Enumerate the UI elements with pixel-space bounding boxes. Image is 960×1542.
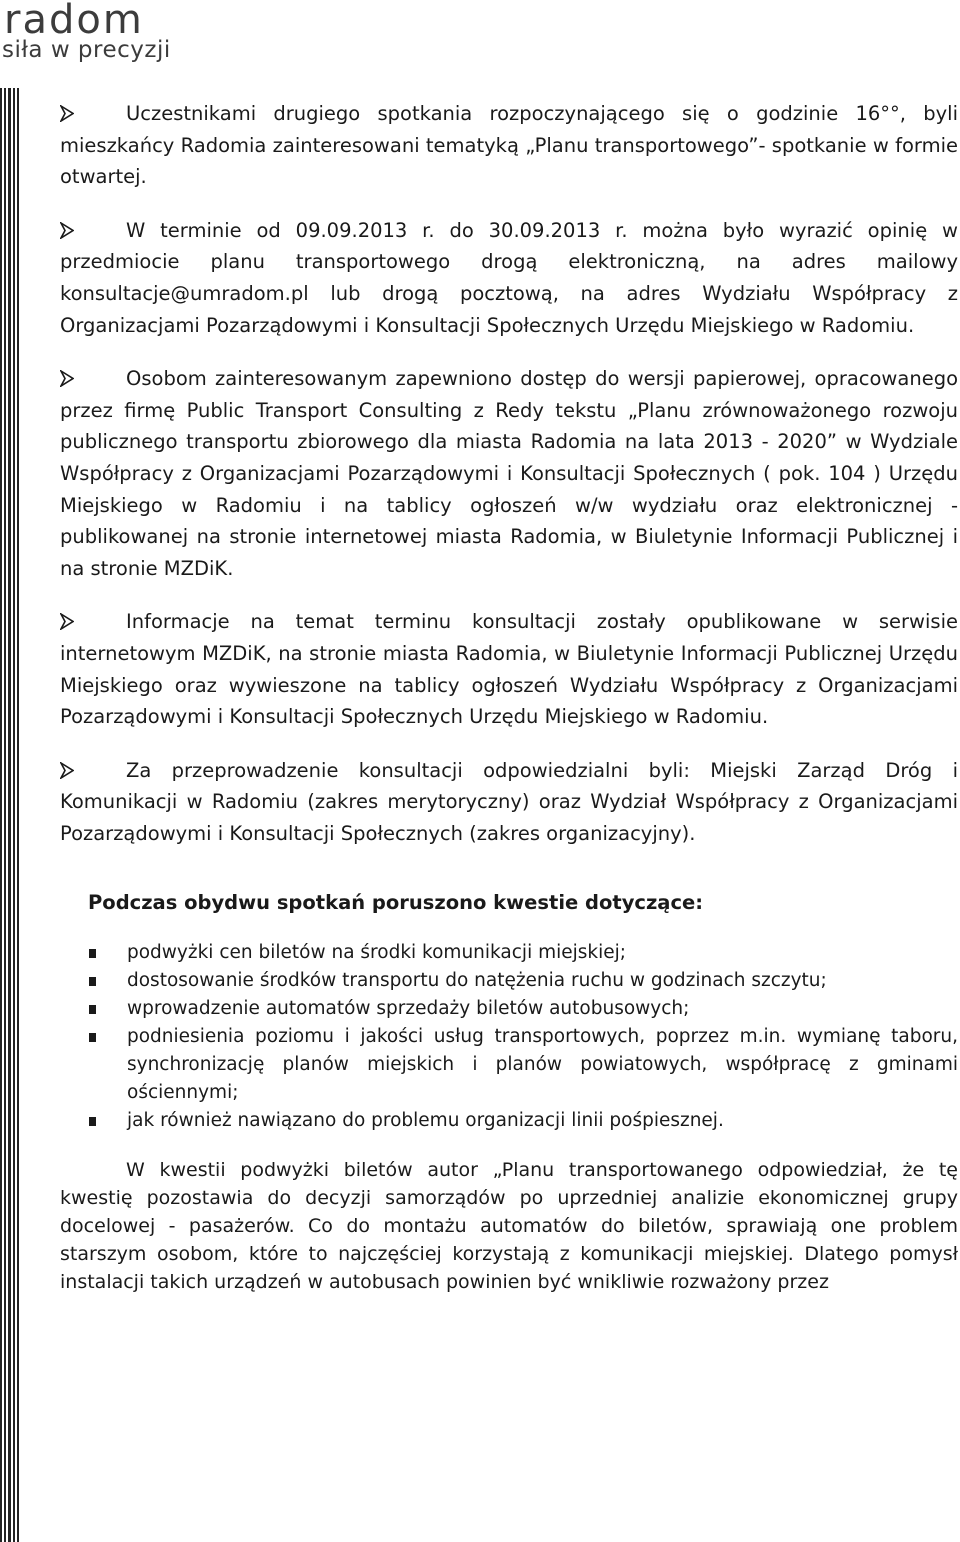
- paragraph-text: W kwestii podwyżki biletów autor „Planu transportowanego odpowiedział, że tę kwestię pozostawia do decyzji samorządów po uprzedniej analizie ekonomicznej grupy docelowej - pasażerów. Co do montażu automatów do biletów, sprawiają one problem starszym osobom, które to najczęściej korzystają z komunikacji miejskiej. Dlatego pomysł instalacji takich urządzeń w autobusach powinien być wnikliwie rozważony przez: [60, 1159, 958, 1293]
- radom-logo: [0, 0, 200, 66]
- square-bullet-icon: [89, 977, 96, 986]
- list-item: [60, 967, 958, 995]
- square-bullet-icon: [89, 949, 96, 958]
- section-heading: Podczas obydwu spotkań poruszono kwestie dotyczące:: [88, 891, 704, 915]
- list-item: [60, 939, 958, 967]
- list-item-text: podniesienia poziomu i jakości usług transportowych, poprzez m.in. wymianę taboru, synchronizację planów miejskich i planów powiatowych, współpracę z gminami ościennymi;: [127, 1026, 958, 1104]
- logo-wordmark: radom: [4, 0, 144, 43]
- arrow-bullet-icon: [60, 613, 74, 630]
- list-item-text: wprowadzenie automatów sprzedaży biletów autobusowych;: [127, 998, 690, 1020]
- square-bullet-icon: [89, 1005, 96, 1014]
- margin-stripes-decoration: [0, 88, 22, 1542]
- paragraph-4: [60, 606, 958, 732]
- paragraph-1: [60, 98, 958, 193]
- list-item: [60, 1023, 958, 1107]
- square-bullet-icon: [89, 1117, 96, 1126]
- arrow-bullet-icon: [60, 105, 74, 122]
- paragraph-3: [60, 363, 958, 584]
- paragraph-text: Osobom zainteresowanym zapewniono dostęp do wersji papierowej, opracowanego przez firmę Public Transport Consulting z Redy tekstu „Planu zrównoważonego rozwoju publicznego transportu zbiorowego dla miasta Radomia na lata 2013 - 2020” w Wydziale Współpracy z Organizacjami Pozarządowymi i Konsultacji Społecznych ( pok. 104 ) Urzędu Miejskiego w Radomiu i na tablicy ogłoszeń w/w wydziału oraz elektronicznej - publikowanej na stronie internetowej miasta Radomia, w Biuletynie Informacji Publicznej i na stronie MZDiK.: [60, 367, 958, 580]
- arrow-bullet-icon: [60, 762, 74, 779]
- closing-paragraph: [60, 1157, 958, 1296]
- list-item-text: jak również nawiązano do problemu organizacji linii pośpiesznej.: [127, 1110, 724, 1132]
- list-item: [60, 1107, 958, 1135]
- paragraph-5: [60, 755, 958, 850]
- issues-list: [60, 939, 958, 1135]
- paragraph-text: Informacje na temat terminu konsultacji zostały opublikowane w serwisie internetowym MZDiK, na stronie miasta Radomia, w Biuletynie Informacji Publicznej Urzędu Miejskiego oraz wywieszone na tablicy ogłoszeń Wydziału Współpracy z Organizacjami Pozarządowymi i Konsultacji Społecznych Urzędu Miejskiego w Radomiu.: [60, 610, 958, 729]
- paragraph-text: Za przeprowadzenie konsultacji odpowiedzialni byli: Miejski Zarząd Dróg i Komunikacji w Radomiu (zakres merytoryczny) oraz Wydział Współpracy z Organizacjami Pozarządowymi i Konsultacji Społecznych (zakres organizacyjny).: [60, 758, 958, 845]
- document-body: [60, 98, 958, 1296]
- list-item-text: podwyżki cen biletów na środki komunikacji miejskiej;: [127, 942, 627, 964]
- square-bullet-icon: [89, 1033, 96, 1042]
- list-item: [60, 995, 958, 1023]
- list-item-text: dostosowanie środków transportu do natężenia ruchu w godzinach szczytu;: [127, 970, 827, 992]
- paragraph-text: W terminie od 09.09.2013 r. do 30.09.2013 r. można było wyrazić opinię w przedmiocie planu transportowego drogą elektroniczną, na adres mailowy konsultacje@umradom.pl lub drogą pocztową, na adres Wydziału Współpracy z Organizacjami Pozarządowymi i Konsultacji Społecznych Urzędu Miejskiego w Radomiu.: [60, 218, 958, 337]
- paragraph-2: [60, 215, 958, 341]
- arrow-bullet-icon: [60, 370, 74, 387]
- logo-tagline: siła w precyzji: [2, 37, 171, 63]
- arrow-bullet-icon: [60, 222, 74, 239]
- paragraph-text: Uczestnikami drugiego spotkania rozpoczynającego się o godzinie 16°°, byli mieszkańcy Radomia zainteresowani tematyką „Planu transportowego”- spotkanie w formie otwartej.: [60, 102, 958, 189]
